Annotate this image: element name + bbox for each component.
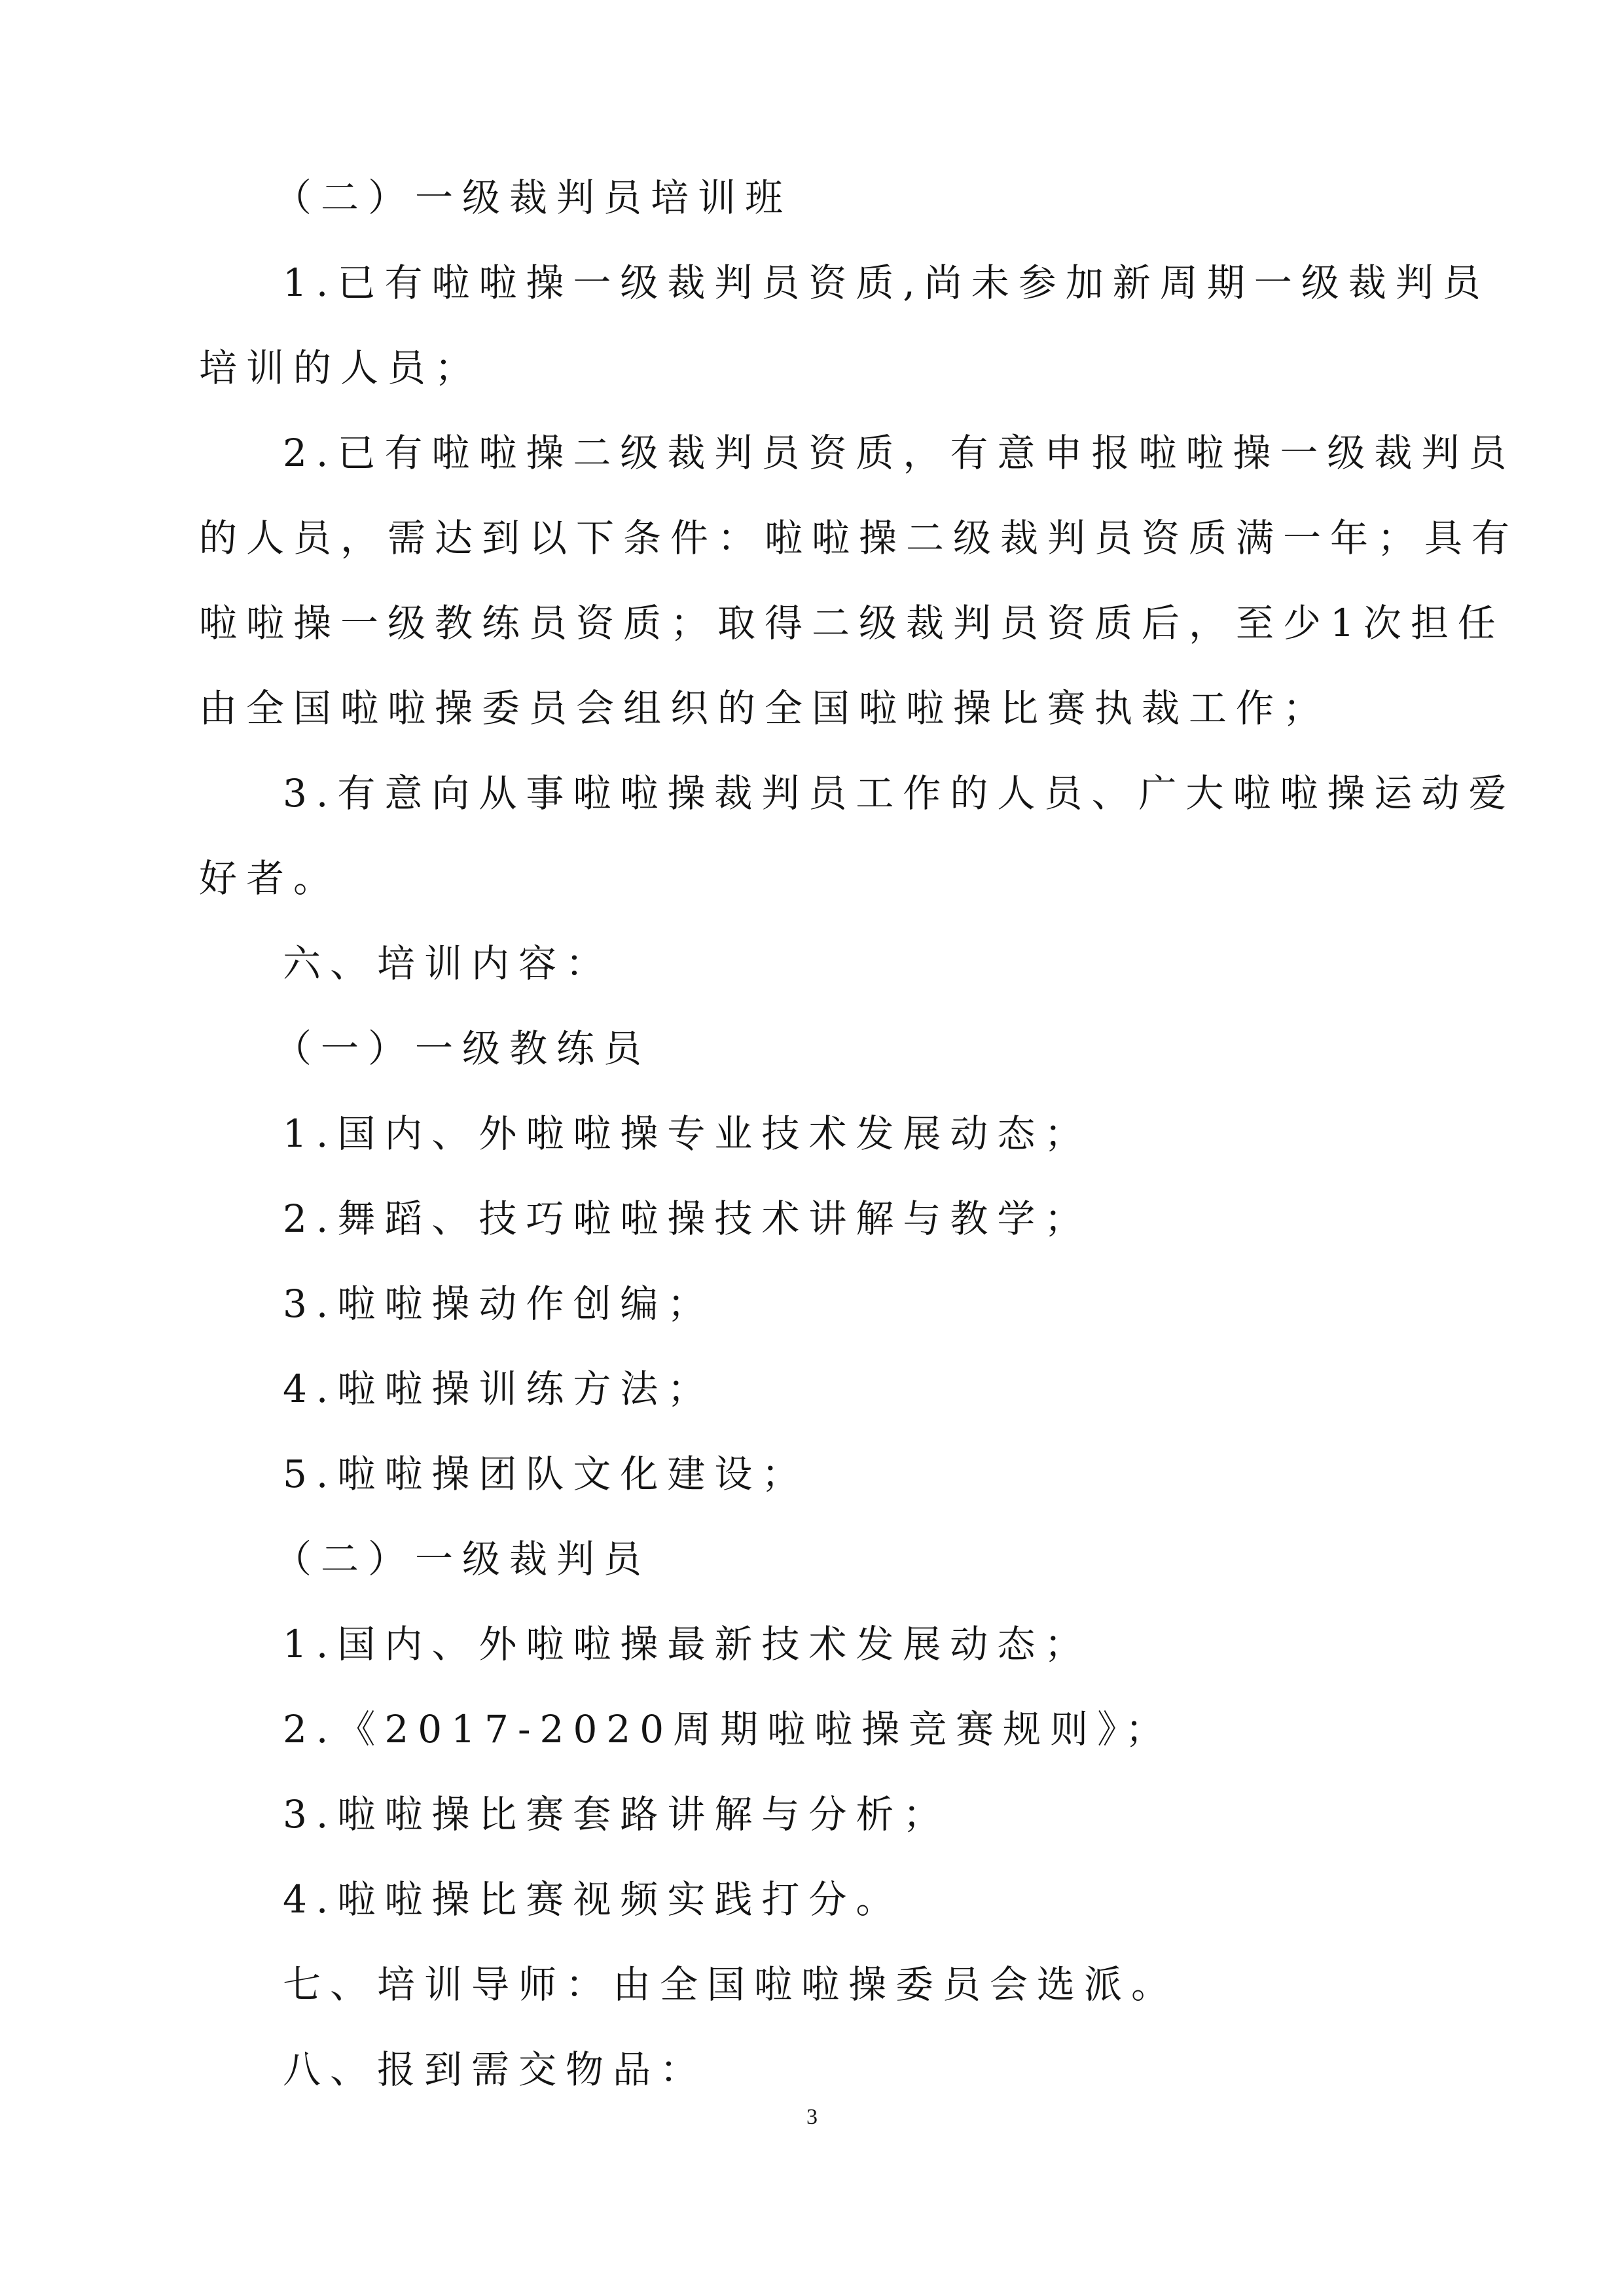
list-item: 5.啦啦操团队文化建设； — [283, 1452, 809, 1496]
list-item: 3.啦啦操比赛套路讲解与分析； — [283, 1792, 950, 1837]
paragraph-line: 1.已有啦啦操一级裁判员资质,尚未参加新周期一级裁判员 — [283, 260, 1490, 305]
section-heading-instructors: 七、培训导师：由全国啦啦操委员会选派。 — [283, 1962, 1179, 2007]
subsection-heading-coach: （一）一级教练员 — [274, 1026, 651, 1071]
list-item: 3.啦啦操动作创编； — [283, 1282, 715, 1326]
list-item: 2.《2017-2020周期啦啦操竞赛规则》； — [283, 1707, 1173, 1751]
list-item: 1.国内、外啦啦操专业技术发展动态； — [283, 1111, 1092, 1156]
paragraph-line: 2.已有啦啦操二级裁判员资质，有意申报啦啦操一级裁判员 — [283, 431, 1516, 475]
paragraph-line: 的人员，需达到以下条件：啦啦操二级裁判员资质满一年；具有 — [199, 516, 1519, 560]
page-number: 3 — [806, 2105, 818, 2129]
list-item: 2.舞蹈、技巧啦啦操技术讲解与教学； — [283, 1196, 1092, 1241]
section-heading-training-content: 六、培训内容： — [283, 941, 613, 986]
list-item: 4.啦啦操训练方法； — [283, 1367, 715, 1411]
paragraph-line: 啦啦操一级教练员资质；取得二级裁判员资质后，至少1次担任 — [199, 601, 1505, 645]
paragraph-line: 培训的人员； — [199, 346, 482, 390]
list-item: 4.啦啦操比赛视频实践打分。 — [283, 1877, 903, 1922]
paragraph-line: 3.有意向从事啦啦操裁判员工作的人员、广大啦啦操运动爱 — [283, 771, 1516, 816]
paragraph-line: 由全国啦啦操委员会组织的全国啦啦操比赛执裁工作； — [199, 686, 1331, 730]
paragraph-line: 好者。 — [199, 856, 341, 901]
section-heading-registration-items: 八、报到需交物品： — [283, 2047, 708, 2092]
list-item: 1.国内、外啦啦操最新技术发展动态； — [283, 1622, 1092, 1666]
subsection-heading-referee-class: （二）一级裁判员培训班 — [274, 175, 793, 220]
subsection-heading-referee: （二）一级裁判员 — [274, 1537, 651, 1581]
